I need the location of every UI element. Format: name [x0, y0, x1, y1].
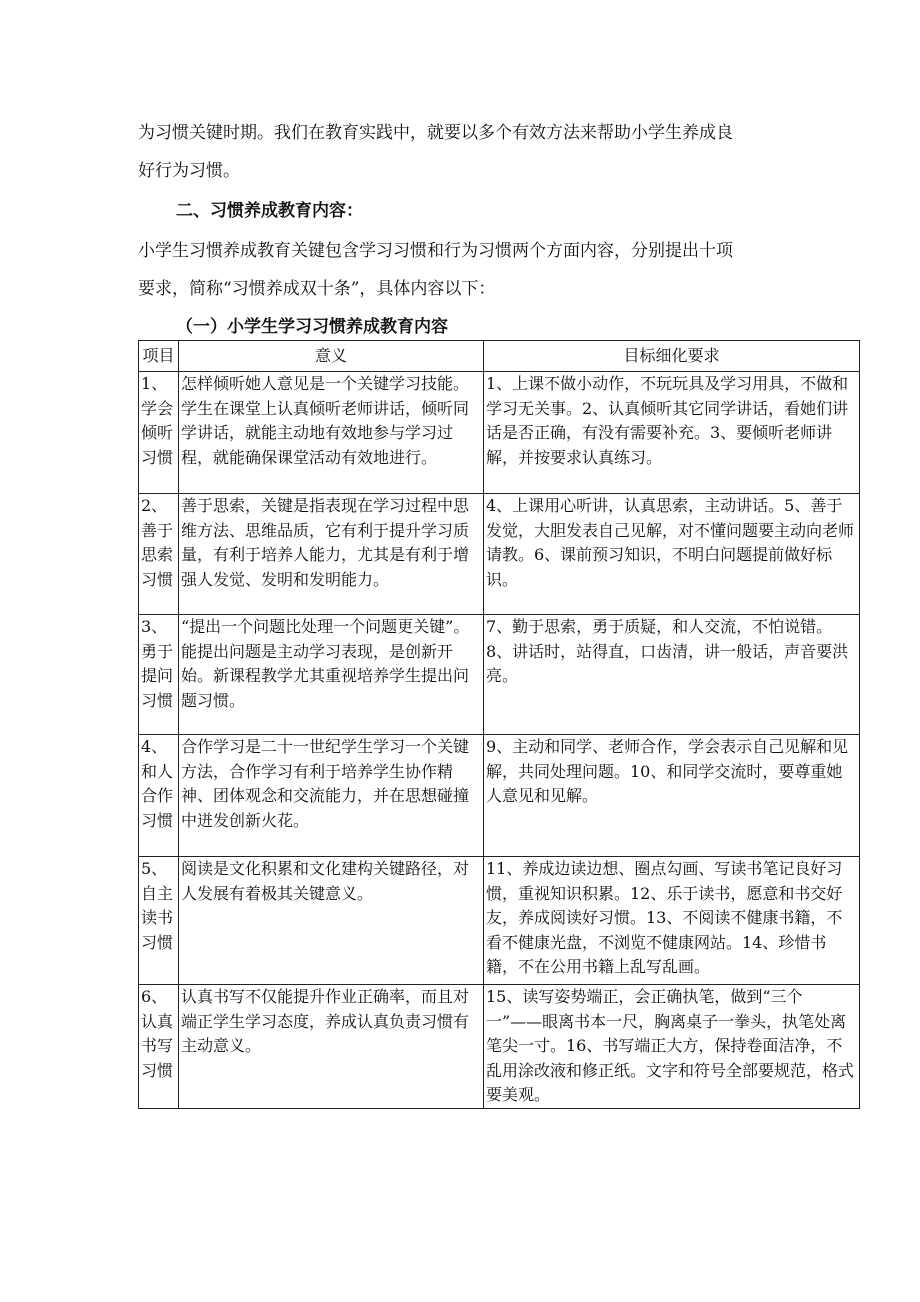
cell-item: 1、学会倾听习惯: [139, 372, 179, 494]
cell-meaning: 认真书写不仅能提升作业正确率，而且对端正学生学习态度，养成认真负责习惯有主动意义。: [179, 985, 484, 1109]
intro-line-1: 为习惯关键时期。我们在教育实践中，就要以多个有效方法来帮助小学生养成良: [138, 123, 733, 143]
intro-line-2: 好行为习惯。: [138, 161, 240, 181]
cell-requirement: 11、养成边读边想、圈点勾画、写读书笔记良好习惯，重视知识积累。12、乐于读书，愿意和书交好友，养成阅读好习惯。13、不阅读不健康书籍，不看不健康光盘，不浏览不健康网站。14、珍惜书籍，不在公用书籍上乱写乱画。: [484, 857, 860, 985]
table-row: [139, 615, 860, 735]
cell-requirement: 4、上课用心听讲，认真思索，主动讲话。5、善于发觉，大胆发表自己见解，对不懂问题要主动向老师请教。6、课前预习知识，不明白问题提前做好标识。: [484, 494, 860, 615]
cell-item: 6、认真书写习惯: [139, 985, 179, 1109]
cell-meaning: 阅读是文化积累和文化建构关键路径，对人发展有着极其关键意义。: [179, 857, 484, 985]
cell-item: 5、自主读书习惯: [139, 857, 179, 985]
habits-table: [138, 340, 860, 1109]
cell-item: 2、善于思索习惯: [139, 494, 179, 615]
cell-requirement: 9、主动和同学、老师合作，学会表示自己见解和见解，共同处理问题。10、和同学交流时，要尊重她人意见和见解。: [484, 735, 860, 857]
cell-item: 3、勇于提问习惯: [139, 615, 179, 735]
header-item: 项目: [139, 341, 179, 372]
cell-requirement: 1、上课不做小动作，不玩玩具及学习用具，不做和学习无关事。2、认真倾听其它同学讲话，看她们讲话是否正确，有没有需要补充。3、要倾听老师讲解，并按要求认真练习。: [484, 372, 860, 494]
section-heading: 二、习惯养成教育内容：: [176, 201, 363, 221]
table-row: [139, 735, 860, 857]
subsection-heading: （一）小学生学习习惯养成教育内容: [176, 317, 448, 337]
table-row: [139, 857, 860, 985]
cell-meaning: 善于思索，关键是指表现在学习过程中思维方法、思维品质，它有利于提升学习质量，有利于培养人能力，尤其是有利于增强人发觉、发明和发明能力。: [179, 494, 484, 615]
table-row: [139, 372, 860, 494]
section-text-line-1: 小学生习惯养成教育关键包含学习习惯和行为习惯两个方面内容，分别提出十项: [138, 241, 733, 261]
header-requirement: 目标细化要求: [484, 341, 860, 372]
cell-meaning: 怎样倾听她人意见是一个关键学习技能。学生在课堂上认真倾听老师讲话，倾听同学讲话，就能主动地有效地参与学习过程，就能确保课堂活动有效地进行。: [179, 372, 484, 494]
table-header-row: [139, 341, 860, 372]
section-text-line-2: 要求，简称“习惯养成双十条”，具体内容以下：: [138, 279, 496, 299]
table-row: [139, 494, 860, 615]
table-row: [139, 985, 860, 1109]
cell-meaning: 合作学习是二十一世纪学生学习一个关键方法，合作学习有利于培养学生协作精神、团体观念和交流能力，并在思想碰撞中迸发创新火花。: [179, 735, 484, 857]
cell-meaning: “提出一个问题比处理一个问题更关键”。能提出问题是主动学习表现，是创新开始。新课程教学尤其重视培养学生提出问题习惯。: [179, 615, 484, 735]
header-meaning: 意义: [179, 341, 484, 372]
cell-item: 4、和人合作习惯: [139, 735, 179, 857]
cell-requirement: 15、读写姿势端正，会正确执笔，做到“三个一”——眼离书本一尺，胸离桌子一拳头，执笔处离笔尖一寸。16、书写端正大方，保持卷面洁净，不乱用涂改液和修正纸。文字和符号全部要规范，格式要美观。: [484, 985, 860, 1109]
cell-requirement: 7、勤于思索，勇于质疑，和人交流，不怕说错。8、讲话时，站得直，口齿清，讲一般话，声音要洪亮。: [484, 615, 860, 735]
